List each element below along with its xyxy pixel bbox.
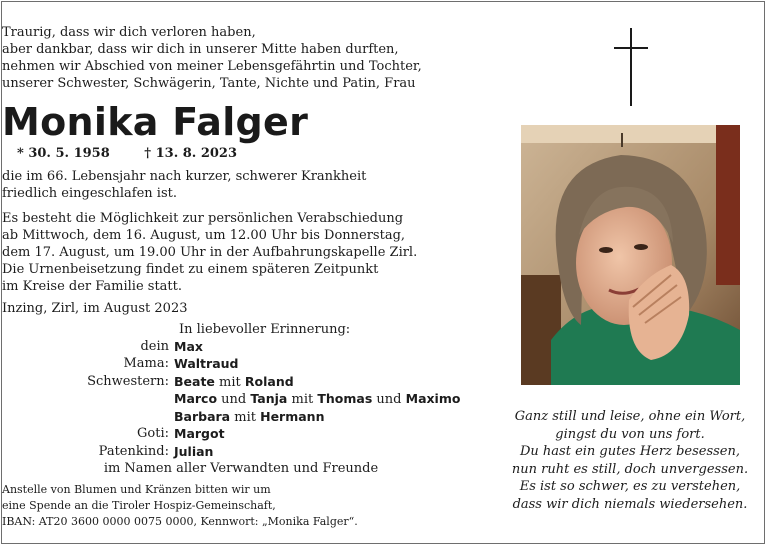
farewell-line: ab Mittwoch, dem 16. August, um 12.00 Uhr bis Donnerstag,	[2, 228, 406, 243]
donation-line: IBAN: AT20 3600 0000 0075 0000, Kennwort: „Monika Falger“.	[2, 515, 358, 528]
connector: mit	[214, 374, 245, 390]
mourner-row	[2, 409, 524, 427]
mourner-name: Hermann	[260, 408, 325, 424]
mourners-closing: im Namen aller Verwandten und Freunde	[103, 461, 379, 476]
relation-label: Patenkind:	[98, 443, 169, 459]
mourner-name: Tanja	[250, 391, 288, 406]
mourner-row	[2, 339, 524, 357]
farewell-line: im Kreise der Familie statt.	[2, 279, 182, 294]
mourner-name: Roland	[244, 373, 294, 389]
deceased-name: Monika Falger	[2, 100, 309, 144]
relation-label: Mama:	[123, 356, 169, 371]
mourner-row	[2, 426, 524, 444]
portrait-photo	[521, 125, 740, 385]
cross-icon	[614, 28, 648, 106]
mourner-name: Marco	[174, 391, 218, 406]
farewell-line: Die Urnenbeisetzung findet zu einem späteren Zeitpunkt	[2, 262, 379, 277]
place-date: Inzing, Zirl, im August 2023	[2, 301, 188, 316]
donation-line: eine Spende an die Tiroler Hospiz-Gemeinschaft,	[2, 499, 276, 512]
mourner-row	[2, 391, 524, 409]
connector: mit	[287, 392, 318, 407]
birth-date: * 30. 5. 1958	[17, 146, 110, 161]
mourner-row	[2, 374, 524, 392]
mourner-name: Margot	[174, 426, 225, 441]
mourner-name: Maximo	[405, 391, 461, 406]
death-text-line: die im 66. Lebensjahr nach kurzer, schwerer Krankheit	[2, 169, 367, 184]
life-dates	[2, 146, 524, 161]
relation-label: Schwestern:	[87, 373, 169, 389]
mourner-row	[2, 444, 524, 462]
memorial-poem	[500, 408, 760, 513]
poem-line: nun ruht es still, doch unvergessen.	[511, 461, 749, 477]
mourner-name: Max	[174, 338, 203, 354]
mourners-list	[2, 322, 524, 478]
farewell-line: dem 17. August, um 19.00 Uhr in der Aufbahrungskapelle Zirl.	[2, 245, 418, 260]
intro-line: aber dankbar, dass wir dich in unserer Mitte haben durften,	[2, 42, 399, 57]
mourner-name: Waltraud	[174, 356, 239, 371]
poem-line: dass wir dich niemals wiedersehen.	[512, 496, 748, 512]
relation-label: Goti:	[137, 426, 169, 441]
donation-note	[2, 482, 524, 530]
obituary-notice	[1, 1, 765, 544]
connector: und	[372, 392, 406, 407]
connector: und	[217, 392, 251, 407]
donation-line: Anstelle von Blumen und Kränzen bitten wir um	[2, 483, 271, 496]
connector: mit	[230, 409, 261, 425]
relation-label: dein	[140, 338, 169, 354]
mourner-name: Thomas	[317, 391, 373, 406]
mourner-name: Beate	[174, 373, 215, 389]
mourner-name: Barbara	[174, 408, 231, 424]
death-date: † 13. 8. 2023	[144, 146, 238, 161]
poem-line: gingst du von uns fort.	[555, 426, 705, 442]
death-text	[2, 168, 524, 202]
mourner-name: Julian	[174, 443, 214, 459]
intro-line: unserer Schwester, Schwägerin, Tante, Nichte und Patin, Frau	[2, 76, 416, 91]
poem-line: Es ist so schwer, es zu verstehen,	[519, 479, 741, 494]
intro-line: nehmen wir Abschied von meiner Lebensgefährtin und Tochter,	[2, 59, 422, 74]
intro-text	[2, 24, 524, 92]
poem-line: Du hast ein gutes Herz besessen,	[520, 444, 740, 459]
intro-line: Traurig, dass wir dich verloren haben,	[2, 25, 256, 40]
farewell-info	[2, 210, 524, 295]
mourners-heading: In liebevoller Erinnerung:	[179, 322, 351, 337]
poem-line: Ganz still und leise, ohne ein Wort,	[514, 409, 746, 424]
farewell-line: Es besteht die Möglichkeit zur persönlichen Verabschiedung	[2, 211, 404, 226]
mourner-row	[2, 356, 524, 374]
death-text-line: friedlich eingeschlafen ist.	[2, 186, 177, 201]
